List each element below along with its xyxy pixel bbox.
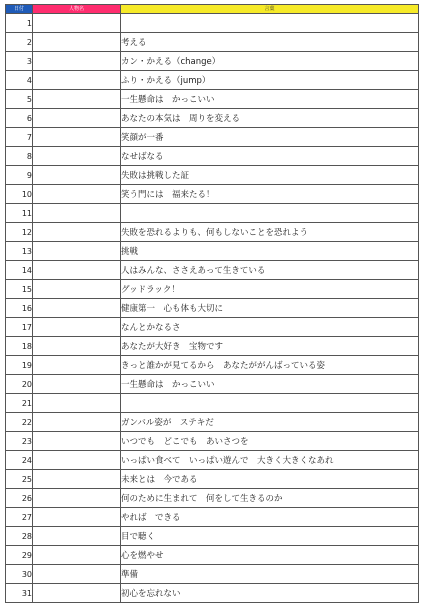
quote-text-cell: 準備 [121,565,419,584]
table-row [6,185,419,204]
person-name-cell [33,451,121,470]
day-number-cell: 31 [6,584,33,603]
person-name-cell [33,299,121,318]
table-row [6,394,419,413]
quote-text-cell: 初心を忘れない [121,584,419,603]
quote-text-cell: あなたが大好き 宝物です [121,337,419,356]
person-column-header: 人物名 [33,5,121,14]
table-row [6,90,419,109]
quote-text-cell: 挑戦 [121,242,419,261]
table-row [6,546,419,565]
table-row [6,71,419,90]
day-number-cell: 4 [6,71,33,90]
person-name-cell [33,90,121,109]
person-name-cell [33,489,121,508]
day-number-cell: 15 [6,280,33,299]
quote-text-cell: 一生懸命は かっこいい [121,375,419,394]
day-number-cell: 5 [6,90,33,109]
quote-text-cell: グッドラック！ [121,280,419,299]
quote-text-cell: 健康第一 心も体も大切に [121,299,419,318]
person-name-cell [33,565,121,584]
quote-text-cell: 失敗は挑戦した証 [121,166,419,185]
table-row [6,489,419,508]
table-header-row [6,5,419,14]
day-number-cell: 25 [6,470,33,489]
table-row [6,470,419,489]
table-row [6,33,419,52]
quote-text-cell: きっと誰かが見てるから あなたががんばっている姿 [121,356,419,375]
person-name-cell [33,33,121,52]
quote-text-cell: ふり・かえる（jump） [121,71,419,90]
quote-table [5,4,419,603]
person-name-cell [33,394,121,413]
table-row [6,52,419,71]
day-number-cell: 26 [6,489,33,508]
person-name-cell [33,14,121,33]
quote-text-cell: 何のために生まれて 何をして生きるのか [121,489,419,508]
person-name-cell [33,584,121,603]
table-row [6,375,419,394]
quote-text-cell: カン・かえる（change） [121,52,419,71]
person-name-cell [33,356,121,375]
person-name-cell [33,337,121,356]
table-row [6,128,419,147]
day-number-cell: 17 [6,318,33,337]
day-number-cell: 24 [6,451,33,470]
quote-text-cell: なんとかなるさ [121,318,419,337]
day-number-cell: 2 [6,33,33,52]
quote-text-cell: 心を燃やせ [121,546,419,565]
person-name-cell [33,413,121,432]
table-row [6,261,419,280]
table-body [6,14,419,603]
person-name-cell [33,508,121,527]
person-name-cell [33,71,121,90]
day-number-cell: 8 [6,147,33,166]
person-name-cell [33,546,121,565]
day-number-cell: 30 [6,565,33,584]
person-name-cell [33,223,121,242]
quote-text-cell: あなたの本気は 周りを変える [121,109,419,128]
table-row [6,565,419,584]
table-row [6,223,419,242]
table-row [6,204,419,223]
table-row [6,166,419,185]
person-name-cell [33,375,121,394]
day-number-cell: 6 [6,109,33,128]
day-column-header: 日付 [6,5,33,14]
person-name-cell [33,261,121,280]
table-row [6,280,419,299]
day-number-cell: 16 [6,299,33,318]
quote-text-cell: 未来とは 今である [121,470,419,489]
person-name-cell [33,109,121,128]
table-row [6,451,419,470]
quote-text-cell: 失敗を恐れるよりも、何もしないことを恐れよう [121,223,419,242]
quote-text-cell: 一生懸命は かっこいい [121,90,419,109]
person-name-cell [33,470,121,489]
person-name-cell [33,185,121,204]
day-number-cell: 7 [6,128,33,147]
quote-text-cell [121,394,419,413]
day-number-cell: 27 [6,508,33,527]
day-number-cell: 29 [6,546,33,565]
quote-text-cell: 笑う門には 福来たる！ [121,185,419,204]
day-number-cell: 20 [6,375,33,394]
day-number-cell: 23 [6,432,33,451]
day-number-cell: 21 [6,394,33,413]
table-row [6,109,419,128]
day-number-cell: 19 [6,356,33,375]
table-row [6,527,419,546]
quote-text-cell: 人はみんな、ささえあって生きている [121,261,419,280]
day-number-cell: 11 [6,204,33,223]
day-number-cell: 13 [6,242,33,261]
person-name-cell [33,527,121,546]
quote-text-cell: 考える [121,33,419,52]
table-row [6,337,419,356]
table-row [6,508,419,527]
person-name-cell [33,147,121,166]
table-row [6,356,419,375]
day-number-cell: 9 [6,166,33,185]
day-number-cell: 1 [6,14,33,33]
table-row [6,584,419,603]
quote-text-cell: なせばなる [121,147,419,166]
person-name-cell [33,52,121,71]
quote-text-cell: いっぱい食べて いっぱい遊んで 大きく大きくなあれ [121,451,419,470]
table-row [6,147,419,166]
table-row [6,318,419,337]
quote-calendar-sheet [5,4,418,603]
quote-text-cell: いつでも どこでも あいさつを [121,432,419,451]
person-name-cell [33,166,121,185]
table-row [6,14,419,33]
day-number-cell: 22 [6,413,33,432]
table-row [6,299,419,318]
table-row [6,242,419,261]
person-name-cell [33,432,121,451]
quote-text-cell: 笑顔が一番 [121,128,419,147]
day-number-cell: 14 [6,261,33,280]
person-name-cell [33,204,121,223]
day-number-cell: 28 [6,527,33,546]
day-number-cell: 3 [6,52,33,71]
table-row [6,432,419,451]
quote-text-cell: 目で聴く [121,527,419,546]
quote-text-cell: やれば できる [121,508,419,527]
quote-text-cell [121,204,419,223]
quote-column-header: 言葉 [121,5,419,14]
quote-text-cell: ガンバル姿が ステキだ [121,413,419,432]
person-name-cell [33,242,121,261]
day-number-cell: 12 [6,223,33,242]
quote-text-cell [121,14,419,33]
person-name-cell [33,128,121,147]
person-name-cell [33,318,121,337]
person-name-cell [33,280,121,299]
table-row [6,413,419,432]
day-number-cell: 18 [6,337,33,356]
day-number-cell: 10 [6,185,33,204]
